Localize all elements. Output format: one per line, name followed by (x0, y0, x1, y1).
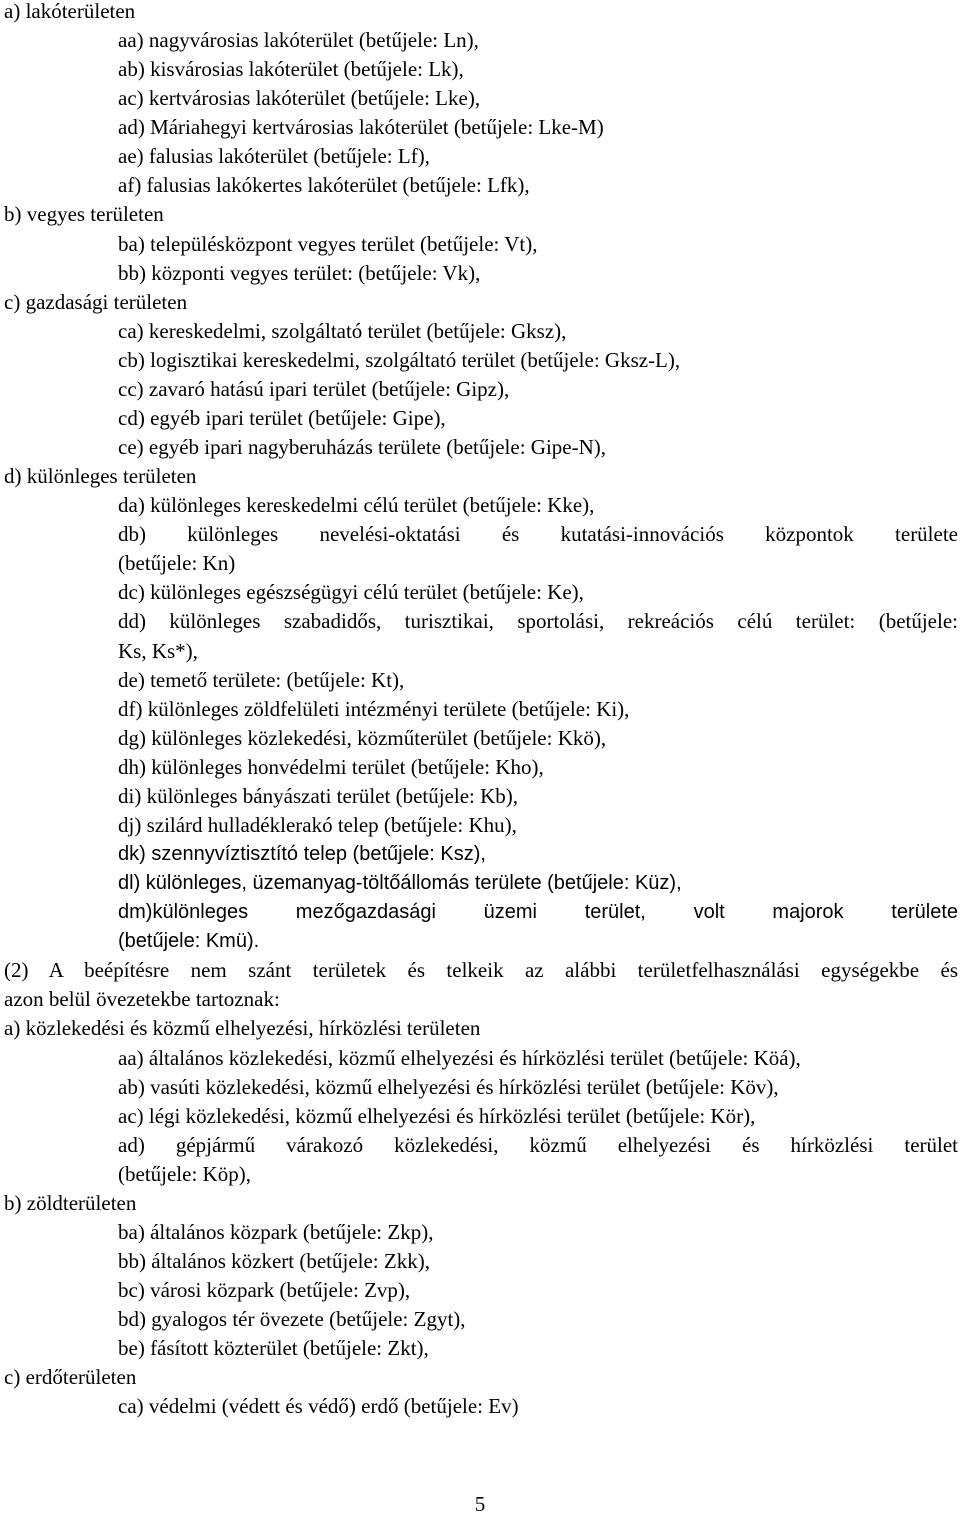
item-line: de) temető területe: (betűjele: Kt), (118, 667, 405, 692)
item-line: ac) kertvárosias lakóterület (betűjele: Lke), (118, 86, 481, 111)
item-line: dl) különleges, üzemanyag-töltőállomás területe (betűjele: Küz), (118, 872, 682, 895)
item-line: bd) gyalogos tér övezete (betűjele: Zgyt), (118, 1307, 466, 1332)
item-line: dd) különleges szabadidős, turisztikai, sportolási, rekreációs célú terület: (betűjele: (118, 609, 958, 634)
item-line: ba) településközpont vegyes terület (betűjele: Vt), (118, 231, 538, 256)
item-line: dh) különleges honvédelmi terület (betűjele: Kho), (118, 754, 544, 779)
item-line: ae) falusias lakóterület (betűjele: Lf), (118, 144, 430, 169)
section-line: (2) A beépítésre nem szánt területek és telkeik az alábbi területfelhasználási egységekbe és (4, 958, 958, 983)
item-line: cc) zavaró hatású ipari terület (betűjele: Gipz), (118, 376, 510, 401)
item-line: af) falusias lakókertes lakóterület (betűjele: Lfk), (118, 173, 530, 198)
item-line: da) különleges kereskedelmi célú terület (betűjele: Kke), (118, 493, 595, 518)
item-line: ba) általános közpark (betűjele: Zkp), (118, 1219, 434, 1244)
item-line: dc) különleges egészségügyi célú terület (betűjele: Ke), (118, 580, 584, 605)
item-line: di) különleges bányászati terület (betűjele: Kb), (118, 783, 519, 808)
item-line: cb) logisztikai kereskedelmi, szolgáltató terület (betűjele: Gksz-L), (118, 347, 681, 372)
section-line: a) közlekedési és közmű elhelyezési, hírközlési területen (4, 1016, 481, 1041)
item-line: dg) különleges közlekedési, közműterület (betűjele: Kkö), (118, 725, 607, 750)
item-line: Ks, Ks*), (118, 638, 198, 663)
item-line: aa) nagyvárosias lakóterület (betűjele: Ln), (118, 28, 479, 53)
item-line: (betűjele: Köp), (118, 1161, 251, 1186)
page-number: 5 (474, 1492, 486, 1516)
item-line: ca) kereskedelmi, szolgáltató terület (betűjele: Gksz), (118, 318, 567, 343)
item-line: bb) központi vegyes terület: (betűjele: Vk), (118, 260, 481, 285)
section-line: b) zöldterületen (4, 1190, 137, 1215)
item-line: ca) védelmi (védett és védő) erdő (betűjele: Ev) (118, 1394, 519, 1419)
item-line: be) fásított közterület (betűjele: Zkt), (118, 1336, 429, 1361)
section-line: azon belül övezetekbe tartoznak: (4, 987, 280, 1012)
section-line: c) erdőterületen (4, 1365, 137, 1390)
item-line: dm)különleges mezőgazdasági üzemi terület, volt majorok területe (118, 901, 958, 924)
item-line: ac) légi közlekedési, közmű elhelyezési és hírközlési terület (betűjele: Kör), (118, 1103, 756, 1128)
item-line: dj) szilárd hulladéklerakó telep (betűjele: Khu), (118, 812, 517, 837)
item-line: bb) általános közkert (betűjele: Zkk), (118, 1249, 430, 1273)
item-line: ad) Máriahegyi kertvárosias lakóterület (betűjele: Lke-M) (118, 115, 604, 140)
item-line: df) különleges zöldfelületi intézményi területe (betűjele: Ki), (118, 696, 630, 721)
item-line: ad) gépjármű várakozó közlekedési, közmű elhelyezési és hírközlési terület (118, 1132, 958, 1157)
item-line: cd) egyéb ipari terület (betűjele: Gipe), (118, 405, 446, 430)
section-line: c) gazdasági területen (4, 289, 188, 314)
item-line: ce) egyéb ipari nagyberuházás területe (betűjele: Gipe-N), (118, 435, 607, 460)
item-line: ab) vasúti közlekedési, közmű elhelyezési és hírközlési terület (betűjele: Köv), (118, 1074, 779, 1099)
item-line: (betűjele: Kmü). (118, 930, 260, 953)
item-line: ab) kisvárosias lakóterület (betűjele: Lk), (118, 57, 464, 82)
item-line: bc) városi közpark (betűjele: Zvp), (118, 1278, 411, 1303)
section-line: a) lakóterületen (4, 0, 136, 23)
section-line: b) vegyes területen (4, 202, 164, 227)
item-line: dk) szennyvíztisztító telep (betűjele: Ksz), (118, 843, 486, 866)
item-line: aa) általános közlekedési, közmű elhelyezési és hírközlési terület (betűjele: Köá), (118, 1045, 801, 1070)
section-line: d) különleges területen (4, 464, 197, 489)
item-line: (betűjele: Kn) (118, 551, 236, 576)
item-line: db) különleges nevelési-oktatási és kutatási-innovációs központok területe (118, 522, 958, 547)
